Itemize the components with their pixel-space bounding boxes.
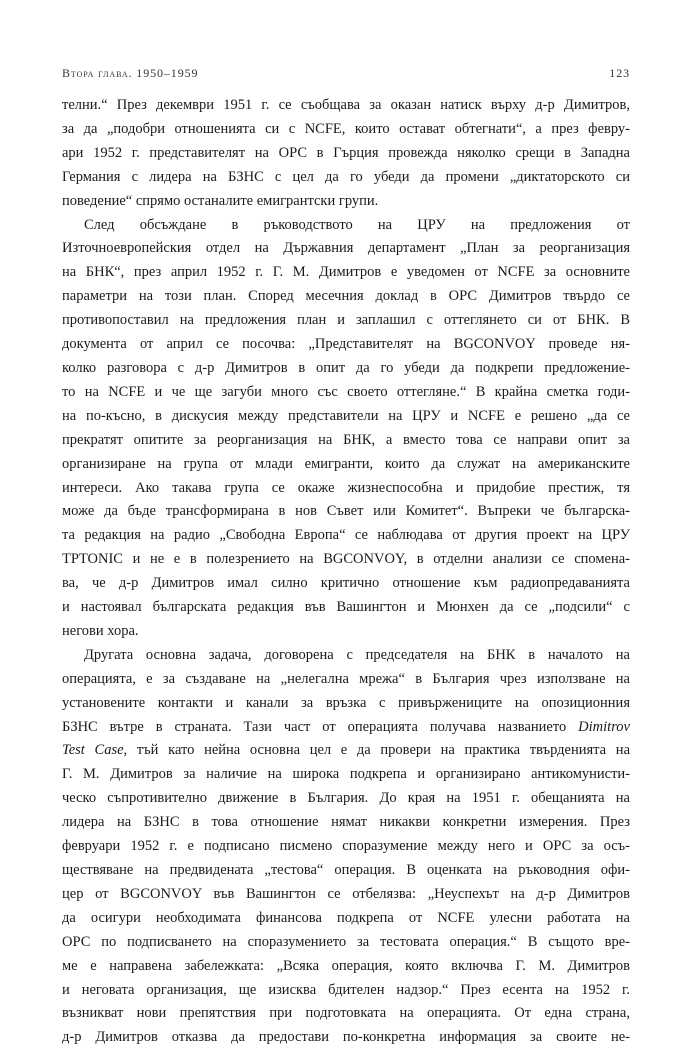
text-line: та редакция на радио „Свободна Европа“ се наблюдава от другия проект на ЦРУ	[62, 527, 630, 544]
text-line: Германия с лидера на БЗНС с цел да го убеди да промени „диктаторското си	[62, 168, 630, 185]
text-line: може да бъде трансформирана в нов Съвет или Комитет“. Въпреки че българска-	[62, 503, 630, 520]
text-line: то на NCFE и че ще загуби много със своето оттегляне.“ В крайна сметка годи-	[62, 383, 630, 400]
text-line: колко разговора с д-р Димитров в опит да го убеди да подкрепи предложение-	[62, 359, 630, 376]
text-line: на по-късно, в дискусия между представители на ЦРУ и NCFE е решено „да се	[62, 407, 630, 424]
text-line: установените контакти и канали за връзка с привържениците на опозиционния	[62, 694, 630, 711]
text-line: да осигури необходимата финансова подкрепа от NCFE улесни работата на	[62, 909, 630, 926]
text-line: възникват нови препятствия при подготовката на операцията. От една страна,	[62, 1005, 630, 1022]
text-line: Другата основна задача, договорена с председателя на БНК в началото на	[84, 646, 630, 663]
text-line: Г. М. Димитров за наличие на широка подкрепа и организирано антикомунисти-	[62, 766, 630, 783]
text-line-part: БЗНС вътре в страната. Тази част от операцията получава названието	[62, 718, 567, 735]
text-line: ческо съпротивително движение в България. До края на 1951 г. обещанията на	[62, 790, 630, 807]
text-line: цер от BGCONVOY във Вашингтон се отбелязва: „Неуспехът на д-р Димитров	[62, 885, 630, 902]
text-line: поведение“ спрямо останалите емигрантски групи.	[62, 192, 379, 209]
text-line: Източноевропейския отдел на Държавния департамент „План за реорганизация	[62, 240, 630, 257]
running-header	[62, 66, 630, 81]
text-line: негови хора.	[62, 622, 139, 639]
text-line: документа от април се посочва: „Представителят на BGCONVOY проведе ня-	[62, 336, 630, 353]
text-line-rest: , тъй като нейна основна цел е да провери на практика твърденията на	[123, 742, 630, 759]
text-line: параметри на този план. Според месечния доклад в ОРС Димитров твърдо се	[62, 288, 630, 305]
text-line: и настоявал българската редакция във Вашингтон и Мюнхен да се „подсили“ с	[62, 599, 630, 616]
text-line: и неговата организация, ще изисква бдителен надзор.“ През есента на 1952 г.	[62, 981, 630, 998]
text-line: лидера на БЗНС в това отношение нямат никакви конкретни измерения. През	[62, 814, 630, 831]
text-line: TPTONIC и не е в полезрението на BGCONVOY, в отделни анализи се спомена-	[62, 551, 630, 568]
text-line: ществяване на предвидената „тестова“ операция. В оценката на ръководния офи-	[62, 862, 630, 878]
text-line: организиране на група от млади емигранти, които да служат на американските	[62, 455, 630, 472]
body-text	[62, 94, 630, 1050]
text-line: противопоставил на предложения план и заплашил с оттеглянето си от БНК. В	[62, 312, 630, 329]
text-line: за да „подобри отношенията си с NCFE, които остават обтегнати“, а през февру-	[62, 120, 630, 137]
text-line: телни.“ През декември 1951 г. се съобщава за оказан натиск върху д-р Димитров,	[62, 97, 630, 113]
text-line: прекратят опитите за реорганизация на БНК, а вместо това се направи опит за	[62, 431, 630, 448]
text-line: д-р Димитров отказва да предостави по-конкретна информация за своите не-	[62, 1029, 630, 1046]
text-line: февруари 1952 г. е подписано писмено споразумение между него и ОРС за осъ-	[62, 838, 630, 855]
text-line: операцията, е за създаване на „нелегална мрежа“ в България чрез използване на	[62, 670, 630, 687]
italic-term: Dimitrov	[578, 718, 630, 735]
text-line: ме е направена забележката: „Всяка операция, която включва Г. М. Димитров	[62, 957, 630, 974]
text-line: След обсъждане в ръководството на ЦРУ на предложения от	[84, 216, 630, 233]
text-line	[62, 716, 630, 740]
text-line: на БНК“, през април 1952 г. Г. М. Димитров е уведомен от NCFE за основните	[62, 264, 630, 281]
italic-term-continued: Test Case	[62, 742, 124, 759]
text-line: ари 1952 г. представителят на ОРС в Гърция провежда няколко срещи в Западна	[62, 144, 630, 161]
text-line: ва, че д-р Димитров имал силно критично отношение към радиопредаванията	[62, 575, 630, 592]
text-line: ОРС по подписването на споразумението за тестовата операция.“ В същото вре-	[62, 933, 630, 950]
chapter-title: Втора глава. 1950–1959	[62, 66, 199, 80]
page-number: 123	[609, 66, 630, 80]
text-line: интереси. Ако такава група се окаже жизнеспособна и придобие престиж, тя	[62, 479, 630, 496]
text-line	[62, 739, 630, 763]
